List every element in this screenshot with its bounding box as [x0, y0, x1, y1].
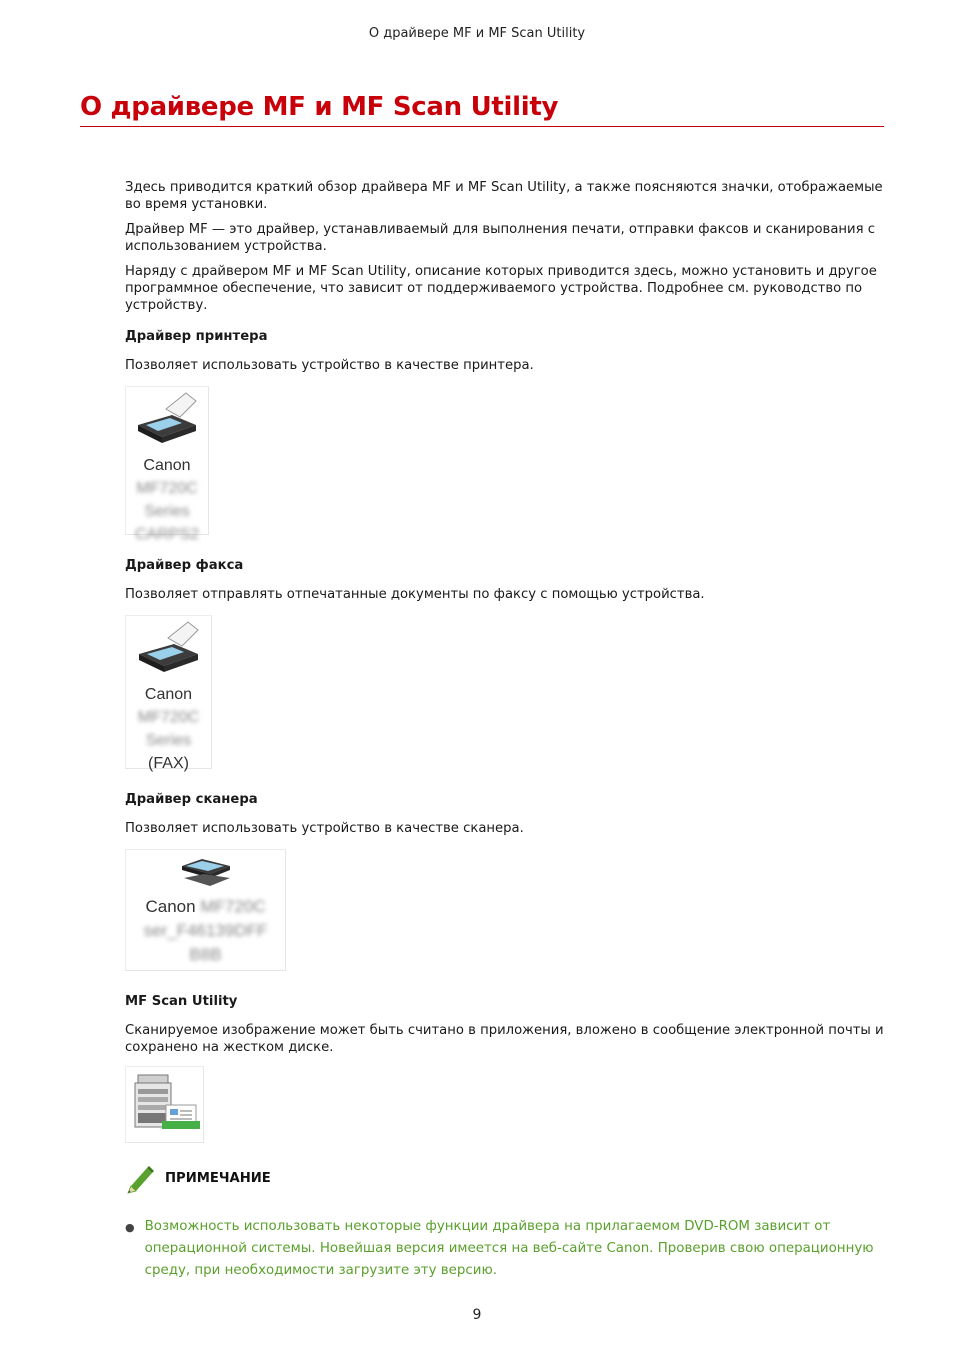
scan-utility-text: Сканируемое изображение может быть считано в приложения, вложено в сообщение электронной почты и сохранено на жестком диске. [125, 1023, 884, 1055]
scanner-icon-label-brand: Canon [145, 897, 196, 916]
scanner-driver-heading: Драйвер сканера [125, 792, 258, 807]
printer-icon-label-model: MF720C [136, 480, 198, 497]
running-header: О драйвере MF и MF Scan Utility [368, 26, 586, 41]
fax-driver-icon-box [125, 615, 212, 772]
page-number: 9 [472, 1307, 482, 1323]
main-content [125, 179, 885, 1143]
scan-utility-icon-box [125, 1066, 204, 1143]
intro-paragraph-2: Драйвер MF — это драйвер, устанавливаемый для выполнения печати, отправки факсов и сканирования с использованием устройства. [125, 222, 875, 254]
page-title: О драйвере MF и MF Scan Utility [80, 92, 884, 127]
note-item-text: Возможность использовать некоторые функции драйвера на прилагаемом DVD-ROM зависит от операционной системы. Новейшая версия имеется на веб-сайте Canon. Проверив свою операционную среду, при необходимости загрузите эту версию. [144, 1219, 874, 1278]
printer-driver-icon-box [125, 386, 209, 543]
scanner-icon-label-id: ser_F46139DFF [143, 921, 268, 940]
fax-driver-text: Позволяет отправлять отпечатанные документы по факсу с помощью устройства. [125, 587, 705, 602]
scanner-driver-text: Позволяет использовать устройство в качестве сканера. [125, 821, 524, 836]
printer-driver-text: Позволяет использовать устройство в качестве принтера. [125, 358, 534, 373]
intro-paragraph-3: Наряду с драйвером MF и MF Scan Utility, описание которых приводится здесь, можно установить и другое программное обеспечение, что зависит от поддерживаемого устройства. Подробнее см. руководство по устройству. [125, 264, 877, 313]
printer-icon-label-brand: Canon [143, 457, 191, 474]
scan-utility-heading: MF Scan Utility [125, 994, 238, 1009]
scanner-icon [126, 850, 287, 890]
fax-printer-icon [126, 616, 213, 678]
printer-icon-label-series: Series [144, 503, 190, 520]
intro-paragraph-1: Здесь приводится краткий обзор драйвера MF и MF Scan Utility, а также поясняются значки, отображаемые во время установки. [125, 180, 883, 212]
note-header [125, 1162, 885, 1194]
printer-icon [126, 387, 210, 449]
fax-icon-label-series: Series [145, 732, 192, 749]
printer-icon-label-pdl: CARPS2 [134, 526, 200, 543]
note-item [125, 1216, 885, 1282]
fax-icon-label-type: (FAX) [148, 755, 189, 772]
scanner-icon-label-model: MF720C [200, 897, 266, 916]
mf-scan-utility-icon [126, 1067, 205, 1144]
scanner-icon-label [126, 895, 285, 967]
pencil-icon [125, 1162, 157, 1194]
fax-icon-label-model: MF720C [137, 709, 200, 726]
scanner-icon-label-suffix: B8B [189, 945, 222, 964]
note-block [125, 1162, 885, 1282]
note-title: ПРИМЕЧАНИЕ [165, 1170, 271, 1186]
bullet-icon: ● [125, 1221, 135, 1234]
printer-driver-heading: Драйвер принтера [125, 329, 268, 344]
fax-icon-label-brand: Canon [144, 686, 193, 703]
scanner-driver-icon-box [125, 849, 286, 971]
fax-driver-heading: Драйвер факса [125, 558, 244, 573]
